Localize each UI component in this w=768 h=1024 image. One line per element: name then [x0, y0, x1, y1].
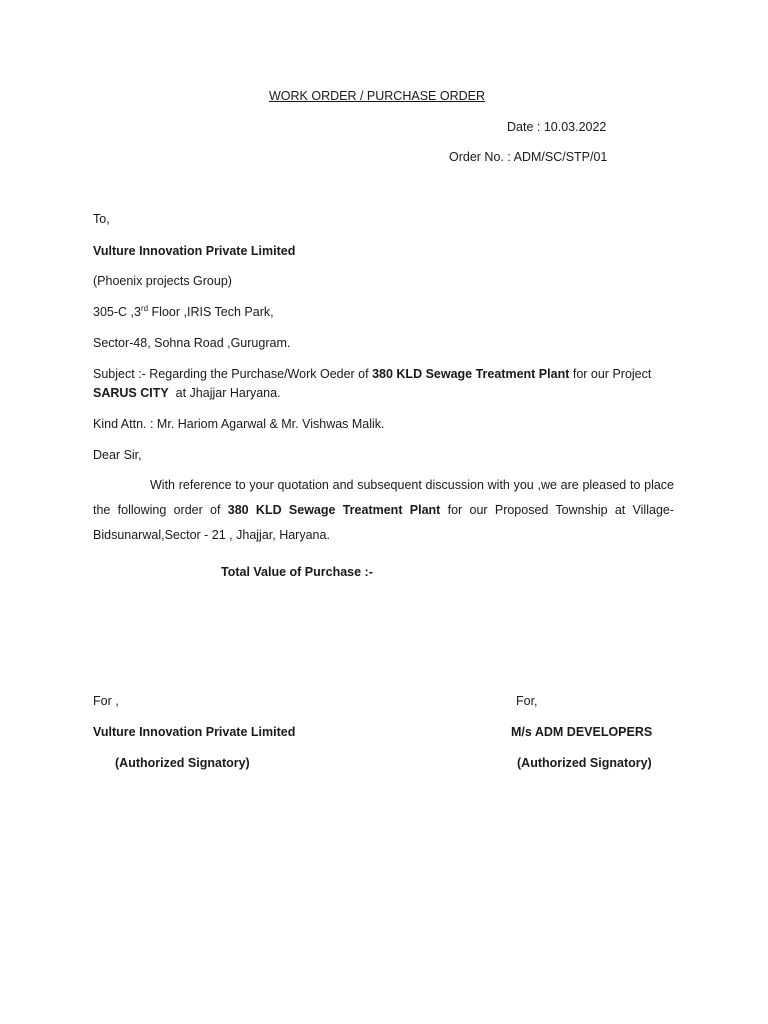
left-company: Vulture Innovation Private Limited	[93, 725, 296, 739]
subject-project: SARUS CITY	[93, 386, 169, 400]
right-company: M/s ADM DEVELOPERS	[511, 725, 653, 739]
address-line-1	[93, 304, 274, 320]
order-number: Order No. : ADM/SC/STP/01	[449, 150, 608, 164]
right-signatory: (Authorized Signatory)	[517, 756, 652, 770]
addressee-group: (Phoenix projects Group)	[93, 274, 232, 288]
subject-line-1	[93, 366, 651, 382]
dear-sir: Dear Sir,	[93, 448, 142, 462]
address-line-2: Sector-48, Sohna Road ,Gurugram.	[93, 336, 291, 350]
total-value-label: Total Value of Purchase :-	[221, 565, 373, 579]
salutation-to: To,	[93, 212, 110, 226]
address-line-1-pre: 305-C ,3	[93, 305, 141, 319]
addressee-company: Vulture Innovation Private Limited	[93, 244, 296, 258]
kind-attention: Kind Attn. : Mr. Hariom Agarwal & Mr. Vishwas Malik.	[93, 417, 385, 431]
order-date: Date : 10.03.2022	[507, 120, 607, 134]
right-for: For,	[516, 694, 538, 708]
address-line-1-sup: rd	[140, 303, 149, 313]
subject-mid: for our Project	[569, 367, 652, 381]
address-line-1-post: Floor ,IRIS Tech Park,	[148, 305, 274, 319]
subject-plant: 380 KLD Sewage Treatment Plant	[372, 367, 570, 381]
body-part-1: With reference to your quotation and subsequent discussion with you ,we are pleased to place the following order of	[93, 478, 674, 517]
left-signatory: (Authorized Signatory)	[115, 756, 250, 770]
document-title: WORK ORDER / PURCHASE ORDER	[269, 89, 485, 103]
subject-prefix: Subject :- Regarding the Purchase/Work Oeder of	[93, 367, 373, 381]
body-part-2: for our Proposed Township at Village-Bidsunarwal,Sector - 21 , Jhajjar, Haryana.	[93, 503, 675, 542]
body-paragraph	[93, 473, 674, 548]
subject-line-2	[93, 385, 281, 401]
left-for: For ,	[93, 694, 119, 708]
subject-suffix: at Jhajjar Haryana.	[168, 386, 281, 400]
body-plant: 380 KLD Sewage Treatment Plant	[227, 503, 441, 517]
